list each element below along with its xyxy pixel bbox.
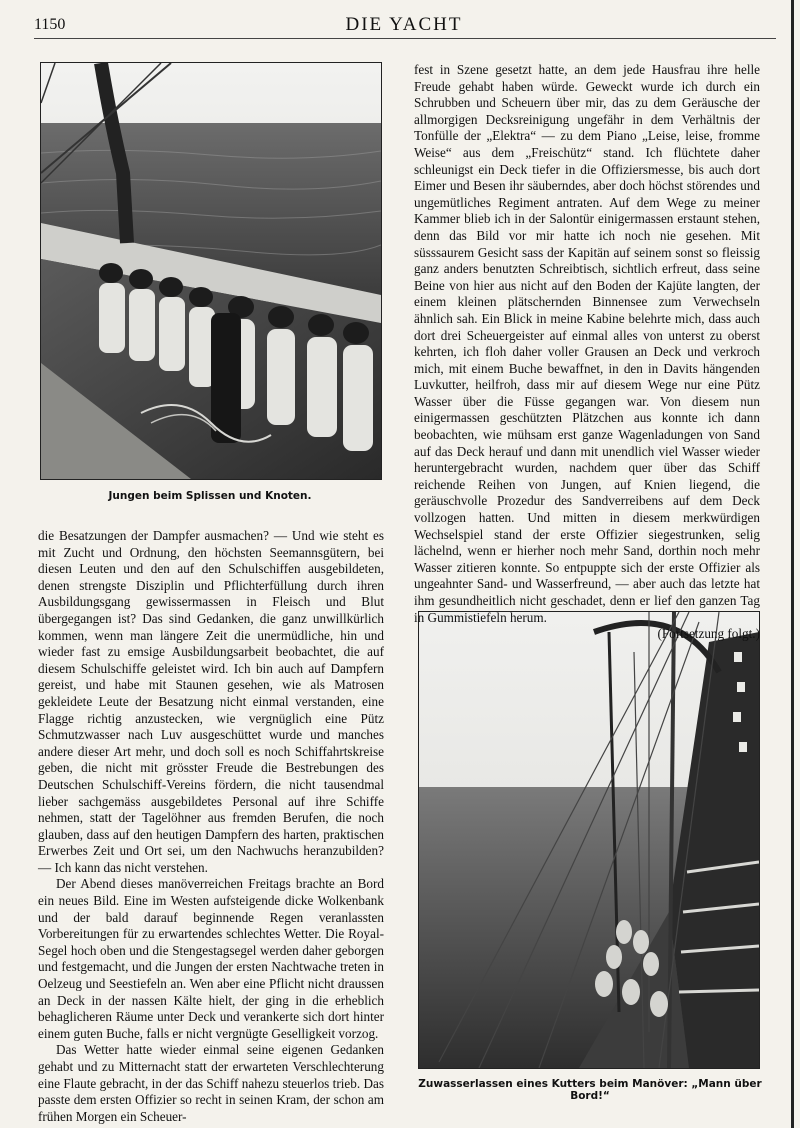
page-header [34, 14, 774, 40]
scan-edge [791, 0, 794, 1128]
text-column-right [414, 62, 760, 643]
paragraph: Der Abend dieses manöverreichen Freitags brachte an Bord ein neues Bild. Eine im Westen aufsteigende dicke Wolkenbank und der bald darauf beginnende Regen veranlassten Vorbereitungen für zu erwartendes schlechtes Wetter. Die Royal-Segel hoch oben und die Stengestagsegel werden daher geborgen und festgemacht, und die Jungen der ersten Nachtwache treten in Oelzeug und Seestiefeln an. Wen aber eine Pflicht nicht draussen an Deck in der nassen Kälte hielt, der ging in die erheblich behaglicheren Räume unter Deck und verankerte sich dort hinter einem guten Buche, falls er nicht vergnügte Geselligkeit vorzog. [38, 876, 384, 1041]
paragraph: Das Wetter hatte wieder einmal seine eigenen Gedanken gehabt und zu Mitternacht statt der erwarteten Verschlechterung eine Flaute gebracht, in der das Schiff nahezu steuerlos trieb. Das passte dem ersten Offizier so recht in seinen Kram, der schon am frühen Morgen ein Scheuer- [38, 1042, 384, 1124]
continuation-note: (Fortsetzung folgt.) [657, 626, 760, 642]
paragraph: die Besatzungen der Dampfer ausmachen? — Und wie steht es mit Zucht und Ordnung, den höchsten Seemannsgütern, bei diesen Leuten und den auf den Schulschiffen ausgebildeten, denen strengste Disziplin und Pflichterfüllung durch ihren Ausbildungsgang gewissermassen in Fleisch und Blut übergegangen ist? Das sind Gedanken, die ganz unwillkürlich kommen, wenn man längere Zeit die unermüdliche, hin und wieder fast zu emsige Ausbildungsarbeit beobachtet, die auf diesem Schulschiffe geleistet wird. Ich bin auch auf Dampfern gereist, und habe mit Staunen gesehen, wie als Matrosen gekleidete Leute der Besatzung nicht einmal verstanden, eine Flagge richtig anzustecken, wie vergnüglich eine Pütz Schmutzwasser nach Luv ausgeschüttet wurde und manches andere dieser Art mehr, und doch soll es noch Schiffahrtskreise geben, die nicht mit grösster Freude die Bestrebungen des Deutschen Schulschiff-Vereins fördern, die nicht tausendmal lieber sachgemäss ausgebildetes Personal auf ihre Schiffe nehmen, statt der Tagelöhner aus fremden Berufen, die noch glauben, dass auf den heutigen Dampfern des harten, praktischen Erwerbes Zeit und Ort sei, um den Nachwuchs heranzubilden? — Ich kann das nicht verstehen. [38, 528, 384, 875]
paragraph: fest in Szene gesetzt hatte, an dem jede Hausfrau ihre helle Freude gehabt haben würde. Geweckt wurde ich durch ein Schrubben und Scheuern über mir, das zu dem Geräusche der allmorgigen Decksreinigung ungefähr in dem Verhältnis der Tonfülle der „Elektra“ — zu dem Piano „Leise, leise, fromme Weise“ aus dem „Freischütz“ stand. Ich flüchtete daher schleunigst ein Deck tiefer in die Offiziersmesse, bis auch dort Eimer und Besen ihr säuberndes, aber doch höchst störendes und ungemütliches Regiment antraten. Auf dem Wege zu meiner Kammer blieb ich in der Salontür einigermassen erstaunt stehen, denn das Bild vor mir hatte ich noch nie gesehen. Mit süsssaurem Gesicht sass der Kapitän auf seinem sonst so fleissig ganz anders benutzten Schreibtisch, sichtlich erfreut, dass seine Beine von hier aus nicht auf den Boden der Kajüte langten, der einem kleinen plätschernden Binnensee zum Verwechseln ähnlich sah. Ein Blick in meine Kabine belehrte mich, dass auch dort drei Scheuergeister auf einmal alles von unterst zu oberst kehrten, ich floh daher voller Grausen an Deck und verkroch mich, mit einem Buche bewaffnet, in den in Davits hängenden Luvkutter, heilfroh, dass mir auf diesem Wege nur eine Pütz Wasser über die Füsse gegangen war. Von diesem nun einigermassen geschützten Plätzchen aus konnte ich dann beobachten, wie mühsam erst ganze Wagenladungen von Sand auf das Deck herauf und dann mit unendlich viel Wasser wieder heruntergebracht wurden, nachdem quer über das Schiff reichende Reihen von Jungen, auf Knien liegend, die geräuschvolle Prozedur des Sandverreibens auf dem Deck vollzogen hatten. Und mitten in diesem merkwürdigen Wechselspiel stand der erste Offizier siegestrunken, selig lächelnd, wenn er hierher noch mehr Sand, dorthin noch mehr Wasser zitieren konnte. So entpuppte sich der erste Offizier als ungeahnter Sand- und Wasserfreund, — aber auch das letzte hat ihm gesundheitlich nicht geschadet, denn er lief den ganzen Tag in Gummistiefeln herum. [414, 62, 760, 625]
photo-boys-splicing [40, 62, 382, 480]
page-number: 1150 [34, 16, 66, 33]
journal-title: DIE YACHT [345, 14, 463, 35]
caption-left-photo: Jungen beim Splissen und Knoten. [108, 490, 312, 502]
text-column-left [38, 528, 384, 1125]
caption-right-photo: Zuwasserlassen eines Kutters beim Manöver: „Mann über Bord!“ [418, 1078, 762, 1102]
photo-cutter-lowering [418, 611, 760, 1069]
header-rule [34, 38, 776, 39]
